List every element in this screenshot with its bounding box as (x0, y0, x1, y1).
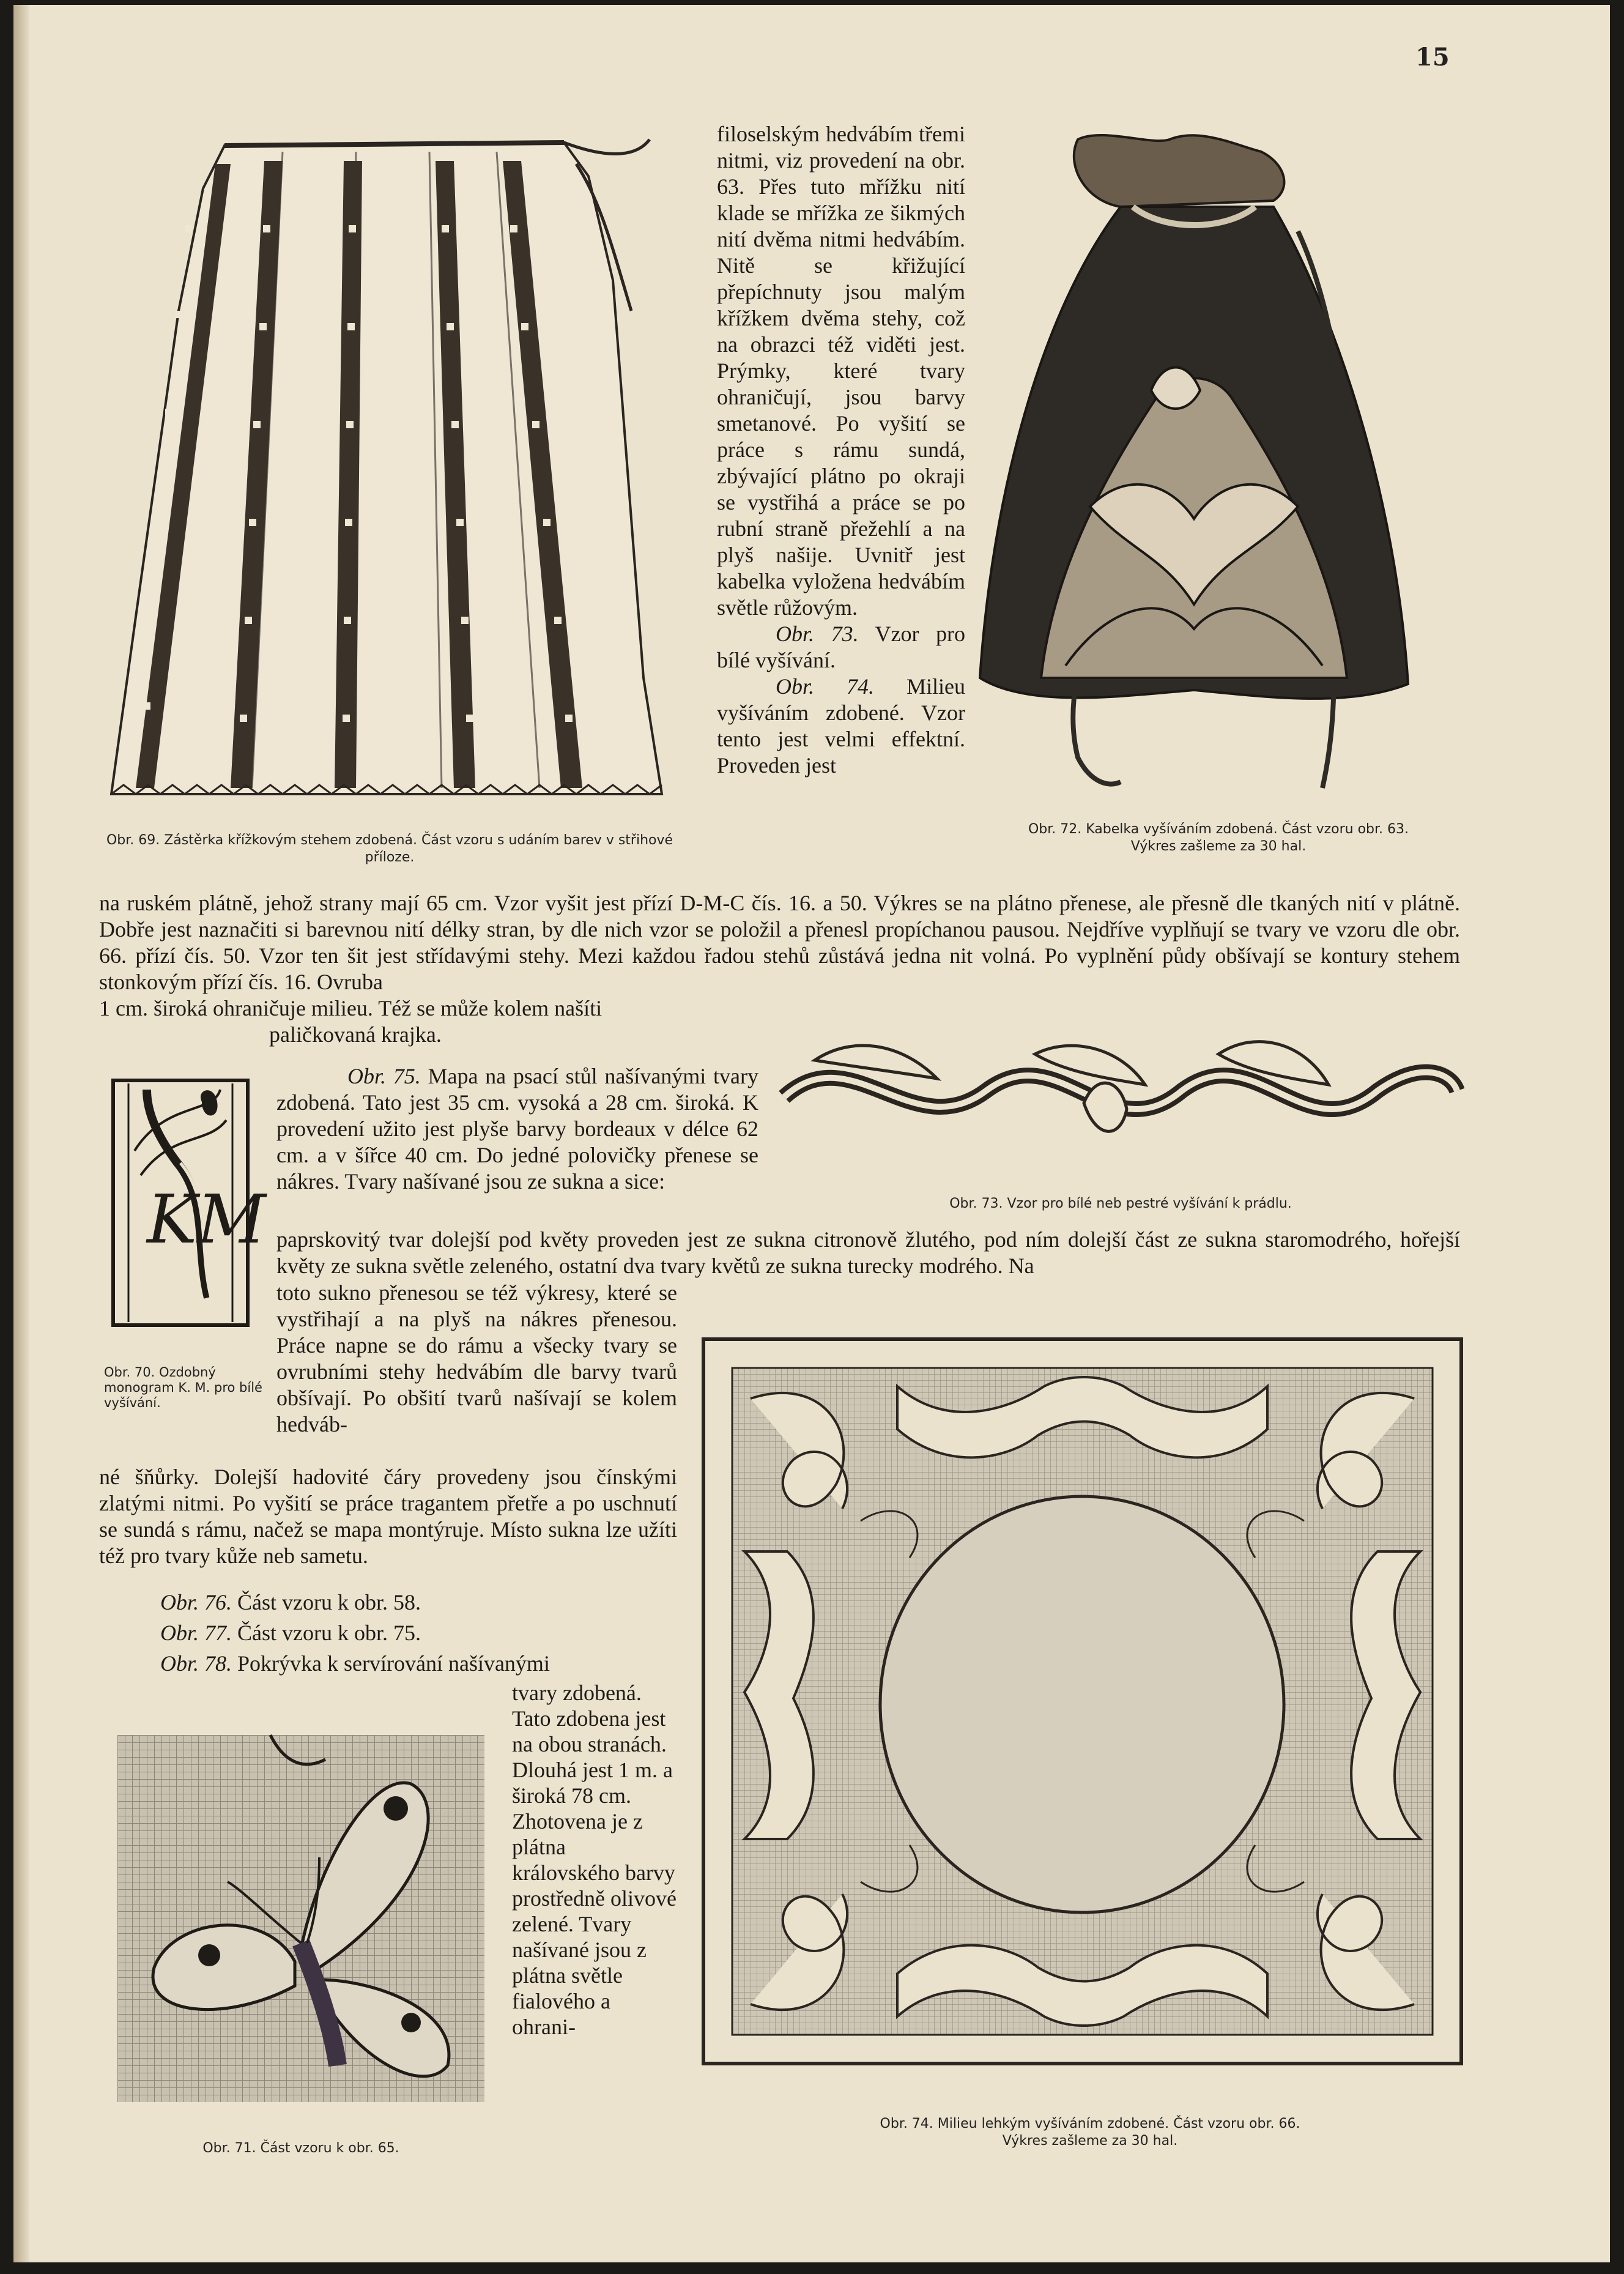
full-para-2: 1 cm. široká ohraničuje milieu. Též se může kolem našíti (99, 996, 603, 1020)
page (13, 5, 1610, 2262)
obr76-line (160, 1589, 686, 1616)
obr78-line (160, 1651, 686, 1677)
page-number: 15 (1415, 43, 1450, 72)
obr77-text: Část vzoru k obr. 75. (237, 1621, 421, 1645)
obr78-continuation: tvary zdobená. Tato zdobena jest na obou stranách. Dlouhá jest 1 m. a široká 78 cm. Zhotovena je z plátna královského barvy prostředně olivové zelené. Tvary našívané jsou z plátna světle fialového a ohrani- (512, 1681, 677, 2039)
obr75-label: Obr. 75. (347, 1064, 421, 1088)
caption-fig-69: Obr. 69. Zástěrka křížkovým stehem zdobená. Část vzoru s udáním barev v střihové příloze. (106, 833, 673, 865)
caption-fig-74-line2: Výkres zašleme za 30 hal. (1002, 2133, 1178, 2149)
caption-fig-72-line2: Výkres zašleme za 30 hal. (1130, 839, 1307, 854)
obr75-text: Mapa na psací stůl našívanými tvary zdobená. Tato jest 35 cm. vysoká a 28 cm. široká. K provedení užito jest plyše barvy bordeaux v délce 62 cm. a v šířce 40 cm. Do jedné polovičky přenese se nákres. Tvary našívané jsou ze sukna a sice: (276, 1064, 758, 1194)
caption-fig-74 (747, 2116, 1433, 2150)
figure-69-apron (99, 127, 686, 812)
full-para-3: paličkovaná krajka. (269, 1022, 442, 1047)
caption-fig-74-line1: Obr. 74. Milieu lehkým vyšíváním zdobené. Část vzoru obr. 66. (880, 2116, 1300, 2131)
low-paragraph: né šňůrky. Dolejší hadovité čáry provedeny jsou čínskými zlatými nitmi. Po vyšití se práce tragantem přetře a po uschnutí se sundá s rámu, načež se mapa montýruje. Místo sukna lze užíti též pro tvary kůže neb sametu. (99, 1465, 677, 1568)
obr74-text: Milieu vyšíváním zdobené. Vzor tento jest velmi effektní. Proveden jest (717, 674, 965, 778)
caption-fig-71: Obr. 71. Část vzoru k obr. 65. (202, 2141, 399, 2156)
caption-fig-73: Obr. 73. Vzor pro bílé neb pestré vyšívání k prádlu. (949, 1196, 1292, 1211)
obr73-text: Vzor pro bílé vyšívání. (717, 622, 965, 672)
caption-fig-70: Obr. 70. Ozdobný monogram K. M. pro bílé vyšívání. (104, 1365, 262, 1410)
monogram-letters: KM (147, 1180, 266, 1258)
obr78-label: Obr. 78. (160, 1651, 232, 1676)
column-text-block (717, 121, 965, 779)
page-spine-shadow (13, 5, 29, 2262)
obr77-line (160, 1620, 686, 1646)
column-text: filoselským hedvábím třemi nitmi, viz provedení na obr. 63. Přes tuto mřížku nití klade se mřížka ze šikmých nití dvěma nitmi hedvábím. Nitě se křižující přepíchnuty jsou malým křížkem dvěma stehy, což na obrazci též viděti jest. Prýmky, které tvary ohraničují, jsou barvy smetanové. Po vyšití se práce s rámu sundá, zbývající plátno po okraji se vystřihá a práce se po rubní straně přežehlí a na plyš našije. Uvnitř jest kabelka vyložena hedvábím světle růžovým. (717, 122, 965, 620)
obr75-paragraph (276, 1063, 758, 1195)
caption-fig-72-line1: Obr. 72. Kabelka vyšíváním zdobená. Část vzoru obr. 63. (1028, 822, 1409, 837)
full-para-4: paprskovitý tvar dolejší pod květy proveden jest ze sukna citronově žlutého, pod ním dolejší část ze sukna staromodrého, hořejší květy ze sukna světle zeleného, ostatní dva tvary květů ze sukna turecky modrého. Na (276, 1227, 1460, 1278)
figure-71-butterfly (117, 1735, 484, 2102)
obr73-label: Obr. 73. (776, 622, 859, 646)
mid-paragraph: toto sukno přenesou se též výkresy, které se vystřihají a na plyš na nákres přenesou. Práce napne se do rámu a všecky tvary se ovrubními stehy hedvábím dle barvy tvarů obšívají. Po obšití tvarů našívají se kolem hedváb- (276, 1280, 677, 1436)
figure-70-monogram (110, 1077, 266, 1328)
obr78-text: Pokrývka k servírování našívanými (237, 1651, 550, 1676)
obr74-label: Obr. 74. (776, 674, 875, 699)
full-para-1: na ruském plátně, jehož strany mají 65 cm. Vzor vyšit jest přízí D-M-C čís. 16. a 50. Výkres se na plátno přenese, ale přesně dle tkaných nití v plátně. Dobře jest naznačiti si barevnou nití délky stran, by dle nich vzor se položil a přenesl propíchanou pausou. Nejdříve vyplňují se tvary ve vzoru dle obr. 66. přízí čís. 50. Vzor ten šit jest střídavými stehy. Mezi každou řadou stehů zůstává jedna nit volná. Po vyplnění půdy obšívají se kontury stehem stonkovým přízí čís. 16. Ovruba (99, 891, 1460, 994)
figure-72-bag (968, 127, 1433, 794)
caption-fig-72 (974, 821, 1463, 855)
obr76-label: Obr. 76. (160, 1590, 232, 1614)
figure-73-border (778, 1024, 1463, 1170)
figure-74-milieu (702, 1337, 1463, 2065)
obr77-label: Obr. 77. (160, 1621, 232, 1645)
obr76-text: Část vzoru k obr. 58. (237, 1590, 421, 1614)
